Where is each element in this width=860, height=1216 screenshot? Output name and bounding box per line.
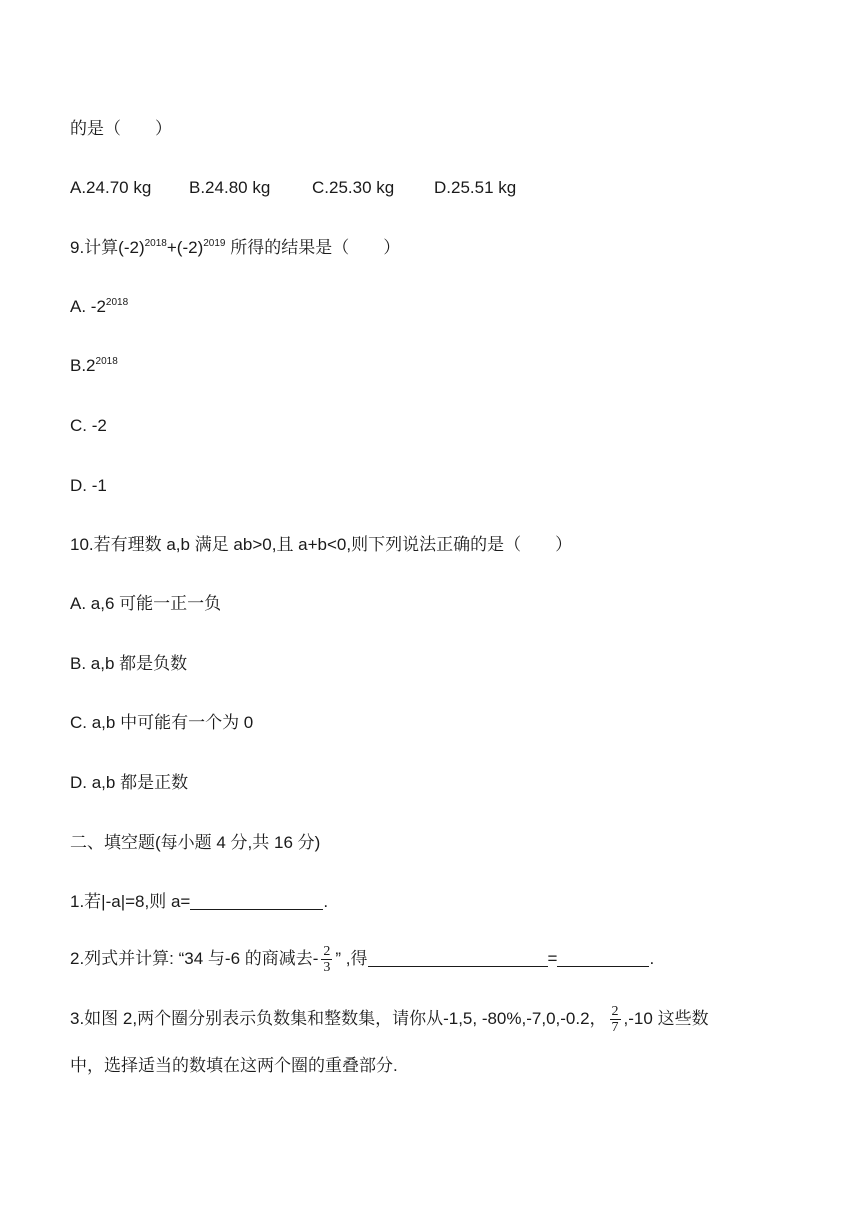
- q8-option-d: D.25.51 kg: [434, 178, 517, 197]
- q9-stem: 9.计算$(-2)^{2018}+(-2)^{2019}$ 所得的结果是（ ）: [70, 238, 401, 257]
- q9-option-b: $B.2^{2018}$: [70, 356, 118, 375]
- q9-option-c: C. -2: [70, 416, 107, 435]
- q8-stem-tail: 的是（ ）: [70, 119, 172, 138]
- q10-option-b: B. a,b 都是负数: [70, 654, 188, 673]
- fill-q2-blank-1[interactable]: [368, 950, 548, 967]
- section-heading: 二、填空题(每小题 4 分,共 16 分): [70, 833, 321, 852]
- q10-option-d: D. a,b 都是正数: [70, 773, 189, 792]
- q8-options: [70, 177, 516, 199]
- q10-option-c: C. a,b 中可能有一个为 0: [70, 713, 254, 732]
- q8-option-a: A.24.70 kg: [70, 178, 152, 197]
- q9-option-d: D. -1: [70, 476, 107, 495]
- q8-option-b: B.24.80 kg: [189, 178, 271, 197]
- fill-q1: 1.若|-a|=8,则 a= .: [70, 892, 329, 911]
- fill-q2: 2.列式并计算: “34 与-6 的商减去- $\frac{2}{3}$ ” ,得 = .: [70, 944, 655, 976]
- q10-option-a: A. a,6 可能一正一负: [70, 594, 222, 613]
- fraction-2-7: $\frac{2}{7}$: [611, 1004, 619, 1036]
- fill-q1-blank[interactable]: [190, 893, 323, 910]
- fill-q3-line1: 3.如图 2,两个圈分别表示负数集和整数集，请你从-1,5, -80%,-7,0,-0.2， $\frac{2}{7}$ ,-10 这些数: [70, 1004, 709, 1036]
- fill-q2-blank-2[interactable]: [557, 950, 649, 967]
- q8-option-c: C.25.30 kg: [312, 178, 395, 197]
- fill-q3-line2: 中，选择适当的数填在这两个圈的重叠部分.: [70, 1056, 398, 1075]
- q10-stem: 10.若有理数 a,b 满足 ab>0,且 a+b<0,则下列说法正确的是（ ）: [70, 535, 573, 554]
- fraction-2-3: $\frac{2}{3}$: [323, 944, 331, 976]
- q9-option-a: A. $-2^{2018}$: [70, 297, 129, 316]
